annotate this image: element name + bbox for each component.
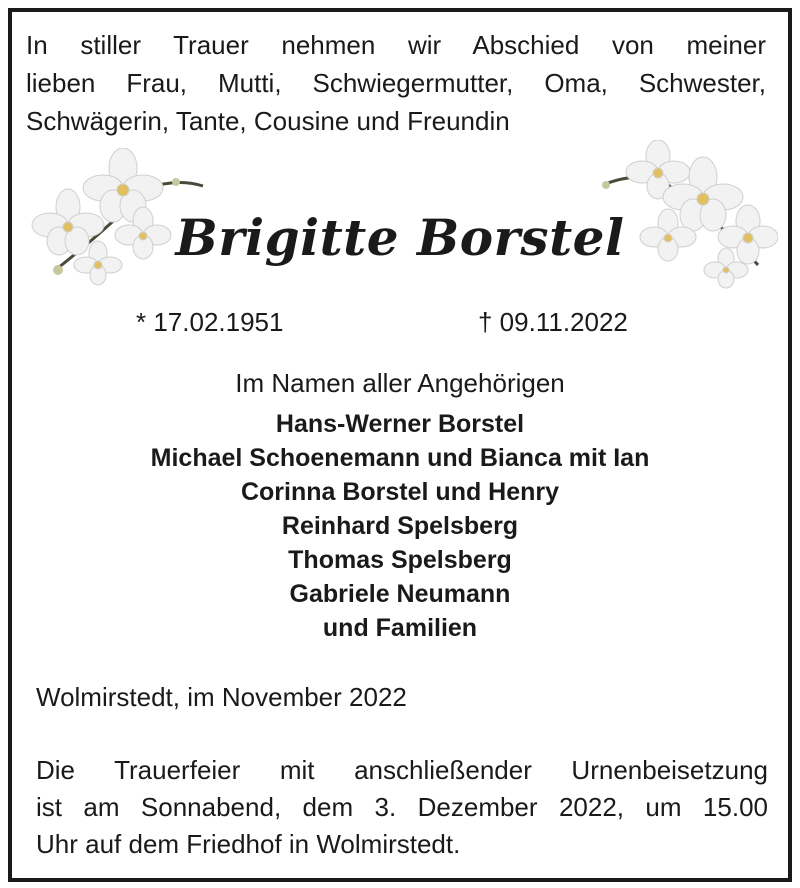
mourner-name: Thomas Spelsberg	[288, 546, 512, 574]
deceased-name: Brigitte Borstel	[175, 208, 625, 267]
intro-line: In stiller Trauer nehmen wir Abschied von meiner	[26, 30, 766, 60]
service-line: Die Trauerfeier mit anschließender Urnenbeisetzung	[36, 755, 768, 785]
intro-line: Schwägerin, Tante, Cousine und Freundin	[26, 106, 510, 136]
service-line: ist am Sonnabend, dem 3. Dezember 2022, um 15.00	[36, 792, 768, 822]
birth-date: * 17.02.1951	[136, 307, 284, 337]
service-line: Uhr auf dem Friedhof in Wolmirstedt.	[36, 829, 461, 859]
place-date: Wolmirstedt, im November 2022	[36, 682, 407, 712]
mourner-name: und Familien	[322, 614, 478, 642]
mourner-name: Hans-Werner Borstel	[275, 410, 525, 438]
mourners-list	[0, 407, 800, 645]
service-info	[36, 752, 768, 863]
mourner-name: Reinhard Spelsberg	[281, 512, 519, 540]
mourner-name: Michael Schoenemann und Bianca mit Ian	[150, 444, 650, 472]
intro-line: lieben Frau, Mutti, Schwiegermutter, Oma, Schwester,	[26, 68, 766, 98]
mourner-name: Gabriele Neumann	[289, 580, 511, 608]
mourner-name: Corinna Borstel und Henry	[240, 478, 560, 506]
on-behalf-line: Im Namen aller Angehörigen	[235, 368, 565, 398]
intro-text	[26, 26, 766, 140]
death-date: † 09.11.2022	[478, 307, 628, 337]
